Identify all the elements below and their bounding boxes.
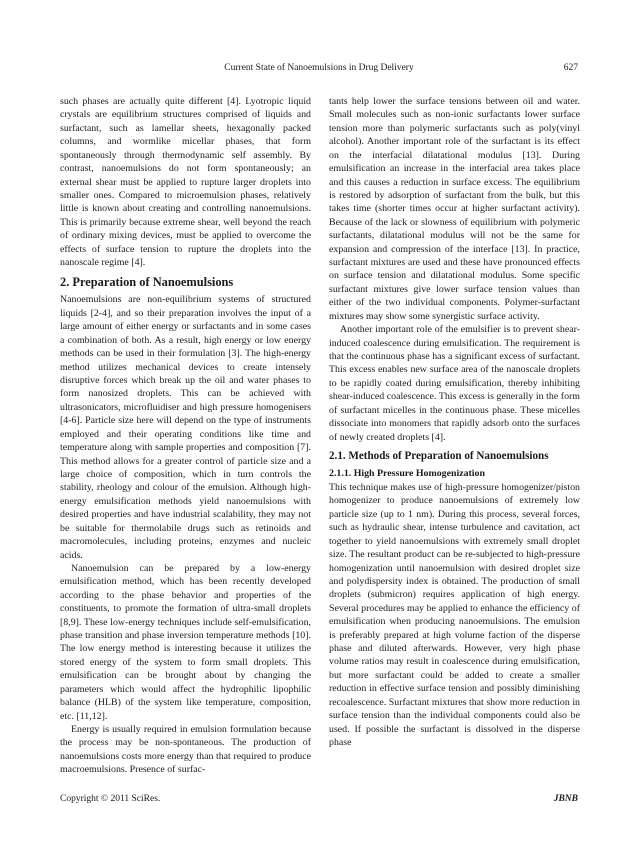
journal-abbreviation: JBNB bbox=[553, 794, 578, 804]
paragraph: such phases are actually quite different [4]. Lyotropic liquid crystals are equilibrium structures comprised of liquids and surfactant, such as lamellar sheets, hexagonally packed columns, and wormlike micellar phases, that form spontaneously through thermodynamic self assembly. By contrast, nanoemulsions do not form spontaneously; an external shear must be applied to rupture larger droplets into smaller ones. Compared to microemulsion phases, relatively little is known about creating and controlling nanoemulsions. This is primarily because extreme shear, well beyond the reach of ordinary mixing devices, must be applied to overcome the effects of surface tension to rupture the droplets into the nanoscale regime [4]. bbox=[60, 96, 311, 269]
page-number: 627 bbox=[563, 63, 578, 73]
paragraph: Another important role of the emulsifier is to prevent shear-induced coalescence during emulsification. The requirement is that the continuous phase has a significant excess of surfactant. This excess enables new surface area of the nanoscale droplets to be rapidly coated during emulsification, thereby inhibiting shear-induced coalescence. This excess is generally in the form of surfactant micelles in the continuous phase. These micelles dissociate into monomers that rapidly adsorb onto the surfaces of newly created droplets [4]. bbox=[329, 324, 580, 443]
paragraph: Nanoemulsion can be prepared by a low-energy emulsification method, which has been recently developed according to the phase behavior and properties of the constituents, to promote the formation of ultra-small droplets [8,9]. These low-energy techniques include self-emulsification, phase transition and phase inversion temperature methods [10]. The low energy method is interesting because it utilizes the stored energy of the system to form small droplets. This emulsification can be brought about by changing the parameters which would affect the hydrophilic lipophilic balance (HLB) of the system like temperature, composition, etc. [11,12]. bbox=[60, 562, 311, 722]
running-header bbox=[60, 61, 578, 75]
paragraph: Nanoemulsions are non-equilibrium systems of structured liquids [2-4], and so their preparation involves the input of a large amount of either energy or surfactants and in some cases a combination of both. As a result, high energy or low energy methods can be used in their formulation [3]. The high-energy method utilizes mechanical devices to create intensely disruptive forces which break up the oil and water phases to form nanosized droplets. This can be achieved with ultrasonicators, microfluidiser and high pressure homogenisers [4-6]. Particle size here will depend on the type of instruments employed and their operating conditions like time and temperature along with sample properties and composition [7]. This method allows for a greater control of particle size and a large choice of composition, which in turn controls the stability, rheology and colour of the emulsion. Although high-energy emulsification methods yield nanoemulsions with desired properties and have industrial scalability, they may not be suitable for thermolabile drugs such as retinoids and macromolecules, including proteins, enzymes and nucleic acids. bbox=[60, 294, 311, 561]
section-heading-preparation: 2. Preparation of Nanoemulsions bbox=[60, 275, 234, 290]
left-column bbox=[60, 95, 311, 777]
copyright-notice: Copyright © 2011 SciRes. bbox=[60, 794, 161, 804]
subsubsection-heading-homogenization: 2.1.1. High Pressure Homogenization bbox=[329, 467, 485, 479]
running-title: Current State of Nanoemulsions in Drug Delivery bbox=[224, 63, 414, 73]
right-column bbox=[329, 95, 580, 749]
subsection-heading-methods: 2.1. Methods of Preparation of Nanoemulsions bbox=[329, 449, 549, 462]
paragraph: This technique makes use of high-pressure homogenizer/piston homogenizer to produce nanoemulsions of extremely low particle size (up to 1 nm). During this process, several forces, such as hydraulic shear, intense turbulence and cavitation, act together to yield nanoemulsions with extremely small droplet size. The resultant product can be re-subjected to high-pressure homogenization until nanoemulsion with desired droplet size and polydispersity index is obtained. The production of small droplets (submicron) requires application of high energy. Several procedures may be applied to enhance the efficiency of emulsification when producing nanoemulsions. The emulsion is preferably prepared at high volume faction of the disperse phase and diluted afterwards. However, very high phase volume ratios may result in coalescence during emulsification, but more surfactant could be added to create a smaller reduction in effective surface tension and possibly diminishing recoalescence. Surfactant mixtures that show more reduction in surface tension than the individual components could also be used. If possible the surfactant is dissolved in the disperse phase bbox=[329, 481, 580, 748]
page-footer bbox=[60, 792, 578, 806]
paragraph: Energy is usually required in emulsion formulation because the process may be non-spontaneous. The production of nanoemulsions costs more energy than that required to produce macroemulsions. Presence of surfac- bbox=[60, 723, 311, 776]
paragraph: tants help lower the surface tensions between oil and water. Small molecules such as non-ionic surfactants lower surface tension more than polymeric surfactants such as poly(vinyl alcohol). Another important role of the surfactant is its effect on the interfacial dilatational modulus [13]. During emulsification an increase in the interfacial area takes place and this causes a reduction in surface excess. The equilibrium is restored by adsorption of surfactant from the bulk, but this takes time (shorter times occur at higher surfactant activity). Because of the lack or slowness of equilibrium with polymeric surfactants, dilatational modulus will not be the same for expansion and compression of the interface [13]. In practice, surfactant mixtures are used and these have pronounced effects on surface tension and dilatational modulus. Some specific surfactant mixtures give lower surface tension values than either of the two individual components. Polymer-surfactant mixtures may show some synergistic surface activity. bbox=[329, 96, 580, 322]
